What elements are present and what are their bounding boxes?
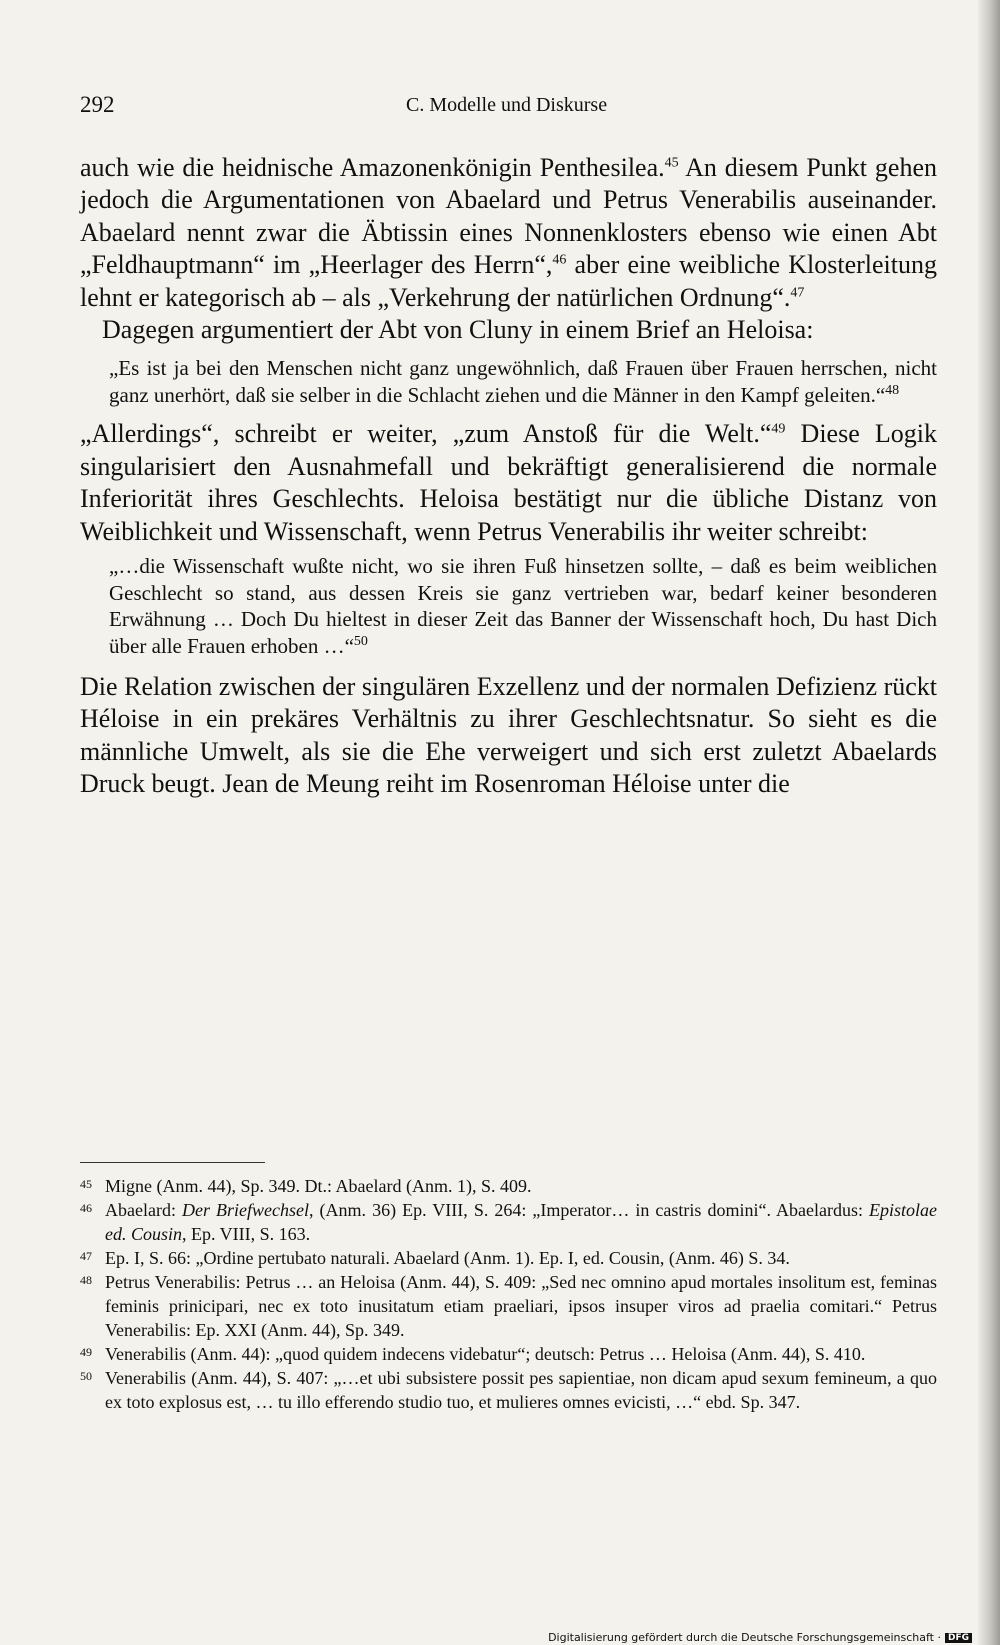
footnote-number: 46 (80, 1201, 92, 1215)
footnote: 50 Venerabilis (Anm. 44), S. 407: „…et ubi subsistere possit pes sapientiae, non dicam apud sexum femineum, a quo ex toto explosus est, … tu illo efferendo studio tuo, et mulieres omnes evicisti, …“ ebd. Sp. 347. (80, 1366, 937, 1414)
footnote-ref[interactable]: 47 (790, 284, 805, 300)
paragraph: Dagegen argumentiert der Abt von Cluny in einem Brief an Heloisa: (102, 315, 814, 345)
paragraph: „Allerdings“, schreibt er weiter, „zum Anstoß für die Welt.“$^{49}$ Diese Logik singularisiert den Ausnahmefall und bekräftigt generalisierend die normale Inferiorität ihres Geschlechts. Heloisa bestätigt nur die übliche Distanz von Weiblichkeit und Wissenschaft, wenn Petrus Venerabilis ihr weiter schreibt: (80, 419, 937, 546)
footnote-ref[interactable]: 49 (771, 421, 786, 437)
footnotes (80, 1174, 937, 1414)
block-quote: „…die Wissenschaft wußte nicht, wo sie ihren Fuß hinsetzen sollte, – daß es beim weiblichen Geschlecht so stand, aus dessen Kreis sie ganz vertrieben war, bedarf keiner besonderen Erwähnung … Doch Du hieltest in dieser Zeit das Banner der Wissenschaft hoch, Du hast Dich über alle Frauen erhoben …“$^{50}$ (109, 554, 937, 658)
page-number: 292 (80, 92, 115, 117)
paragraph: auch wie die heidnische Amazonenkönigin Penthesilea.$^{45}$ An diesem Punkt gehen jedoch die Argumentationen von Abaelard und Petrus Venerabilis auseinander. Abaelard nennt zwar die Äbtissin eines Nonnenklosters ebenso wie einen Abt „Feldhauptmann“ im „Heerlager des Herrn“,$^{46}$ aber eine weibliche Klosterleitung lehnt er kategorisch ab – als „Verkehrung der natürlichen Ordnung“.$^{47}$ (80, 153, 937, 312)
digitization-credit: Digitalisierung gefördert durch die Deutsche Forschungsgemeinschaft · DFG (548, 1631, 972, 1644)
page-header (80, 92, 940, 124)
footnote-ref[interactable]: 48 (885, 382, 900, 398)
footnote-ref[interactable]: 50 (353, 633, 368, 649)
running-head: C. Modelle und Diskurse (406, 94, 608, 116)
footnote-ref[interactable]: 45 (664, 155, 679, 171)
book-spine-shadow (978, 0, 1000, 1645)
footnote-number: 49 (80, 1345, 92, 1359)
dfg-logo: DFG (945, 1633, 972, 1643)
footnote-ref[interactable]: 46 (552, 252, 567, 268)
main-text (80, 152, 937, 801)
footnote-number: 50 (80, 1369, 92, 1383)
footnote-number: 47 (80, 1249, 92, 1263)
footnote-number: 45 (80, 1177, 92, 1191)
footnote: 48 Petrus Venerabilis: Petrus … an Heloisa (Anm. 44), S. 409: „Sed nec omnino apud mortales insolitum est, feminas feminis prinicipari, nec ex toto inusitatum etiam praeliari, ipsos insuper viros ad praelia comitari.“ Petrus Venerabilis: Ep. XXI (Anm. 44), Sp. 349. (80, 1270, 937, 1342)
footnote: 46 Abaelard: Der Briefwechsel, (Anm. 36) Ep. VIII, S. 264: „Imperator… in castris domini“. Abaelardus: Epistolae ed. Cousin, Ep. VIII, S. 163. (80, 1198, 937, 1246)
paragraph: Die Relation zwischen der singulären Exzellenz und der normalen Defizienz rückt Héloise in ein prekäres Verhältnis zu ihrer Geschlechtsnatur. So sieht es die männliche Umwelt, als sie die Ehe verweigert und sich erst zuletzt Abaelards Druck beugt. Jean de Meung reiht im Rosenroman Héloise unter die (80, 672, 937, 799)
footnote-number: 48 (80, 1273, 92, 1287)
block-quote: „Es ist ja bei den Menschen nicht ganz ungewöhnlich, daß Frauen über Frauen herrschen, nicht ganz unerhört, daß sie selber in die Schlacht ziehen und die Männer in den Kampf geleiten.“$^{48}$ (109, 356, 937, 407)
footnote: 47 Ep. I, S. 66: „Ordine pertubato naturali. Abaelard (Anm. 1). Ep. I, ed. Cousin, (Anm. 46) S. 34. (80, 1246, 937, 1270)
footnote: 49 Venerabilis (Anm. 44): „quod quidem indecens videbatur“; deutsch: Petrus … Heloisa (Anm. 44), S. 410. (80, 1342, 937, 1366)
footnote: 45 Migne (Anm. 44), Sp. 349. Dt.: Abaelard (Anm. 1), S. 409. (80, 1174, 937, 1198)
footnote-divider (80, 1162, 265, 1163)
